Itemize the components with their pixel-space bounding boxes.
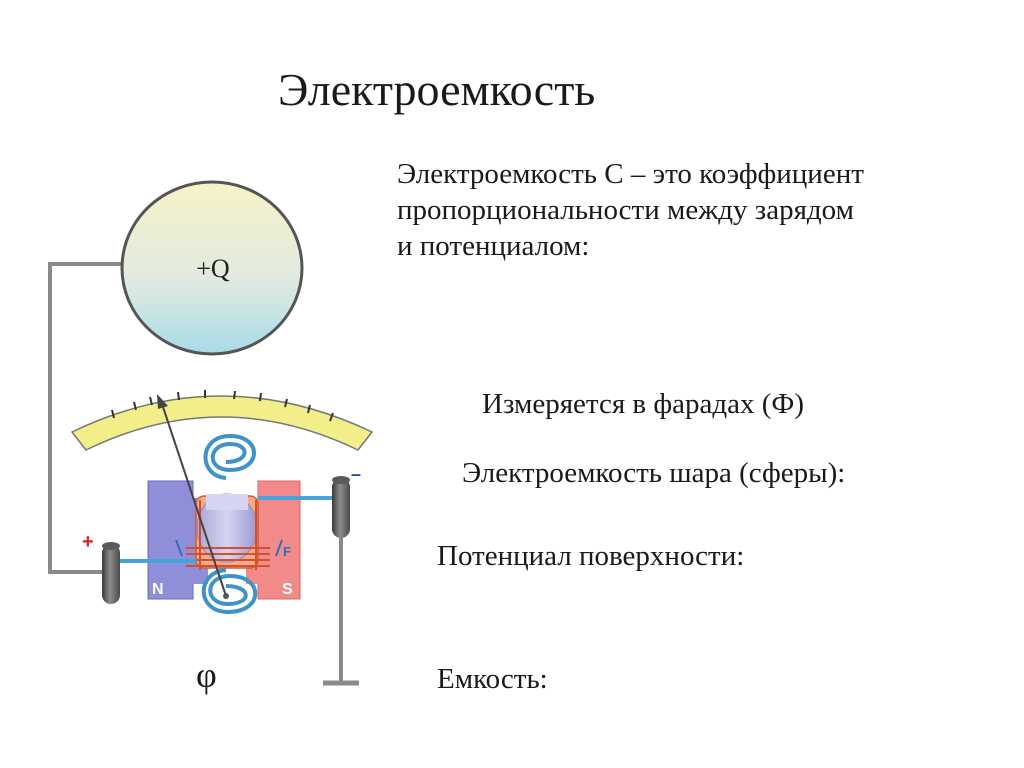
unit-text: Измеряется в фарадах (Ф) bbox=[482, 388, 804, 420]
definition-line-2: пропорциональности между зарядом bbox=[397, 194, 854, 226]
definition-line-1: Электроемкость С – это коэффициент bbox=[397, 158, 864, 190]
phi-label: φ bbox=[196, 655, 217, 695]
pole-n-label: N bbox=[152, 581, 164, 598]
plus-sign: + bbox=[82, 531, 94, 553]
charge-label: +Q bbox=[196, 254, 230, 283]
upper-spring-icon bbox=[205, 436, 254, 478]
minus-sign: – bbox=[351, 464, 362, 484]
charged-sphere bbox=[122, 182, 302, 354]
pole-s-label: S bbox=[282, 581, 293, 598]
meter-scale bbox=[72, 390, 372, 450]
surface-potential-text: Потенциал поверхности: bbox=[437, 540, 745, 572]
terminal-negative bbox=[332, 464, 361, 538]
capacity-text: Емкость: bbox=[437, 663, 548, 695]
force-label: F bbox=[283, 544, 291, 559]
page-title: Электроемкость bbox=[278, 64, 596, 115]
definition-line-3: и потенциалом: bbox=[397, 230, 590, 262]
terminal-positive bbox=[82, 531, 120, 604]
sphere-capacitance-text: Электроемкость шара (сферы): bbox=[462, 457, 846, 489]
